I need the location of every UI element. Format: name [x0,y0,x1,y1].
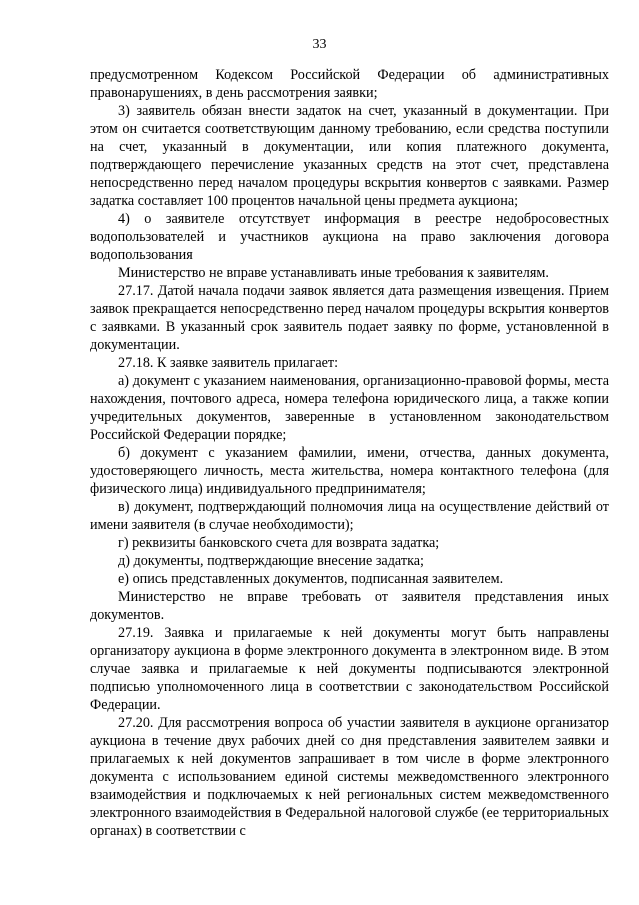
paragraph: 4) о заявителе отсутствует информация в реестре недобросовестных водопользователей и участников аукциона на право заключения договора водопользования [90,211,609,263]
paragraph: Министерство не вправе требовать от заявителя представления иных документов. [90,589,609,623]
paragraph: в) документ, подтверждающий полномочия лица на осуществление действий от имени заявителя (в случае необходимости); [90,499,609,533]
paragraph: 27.18. К заявке заявитель прилагает: [118,355,339,371]
paragraph: е) опись представленных документов, подписанная заявителем. [118,571,504,587]
paragraph: а) документ с указанием наименования, организационно-правовой формы, места нахождения, почтового адреса, номера телефона юридического лица, а также копии учредительных документов, заверенные в установленном законодательством Российской Федерации порядке; [90,373,609,443]
paragraph: б) документ с указанием фамилии, имени, отчества, данных документа, удостоверяющего личность, места жительства, номера контактного телефона (для физического лица) индивидуального предпринимателя; [90,445,609,497]
paragraph: д) документы, подтверждающие внесение задатка; [118,553,424,569]
paragraph: Министерство не вправе устанавливать иные требования к заявителям. [118,265,549,281]
paragraph: 27.19. Заявка и прилагаемые к ней документы могут быть направлены организатору аукциона в форме электронного документа в электронном виде. В этом случае заявка и прилагаемые к ней документы подписываются электронной подписью уполномоченного лица в соответствии с законодательством Российской Федерации. [90,625,609,713]
paragraph: 27.20. Для рассмотрения вопроса об участии заявителя в аукционе организатор аукциона в течение двух рабочих дней со дня представления заявителем заявки и прилагаемых к ней документов запрашивает в том числе в форме электронного документа с использованием единой системы межведомственного электронного взаимодействия и подключаемых к ней региональных систем межведомственного электронного взаимодействия в Федеральной налоговой службе (ее территориальных органах) в соответствии с [90,715,609,839]
paragraph: г) реквизиты банковского счета для возврата задатка; [118,535,440,551]
page-number: 33 [312,37,327,52]
paragraph: 27.17. Датой начала подачи заявок является дата размещения извещения. Прием заявок прекращается непосредственно перед началом процедуры вскрытия конвертов с заявками. В указанный срок заявитель подает заявку по форме, установленной в документации. [90,283,609,353]
paragraph: 3) заявитель обязан внести задаток на счет, указанный в документации. При этом он считается соответствующим данному требованию, если средства поступили на счет, указанный в документации, или копия платежного документа, подтверждающего перечисление указанных средств на этот счет, представлена непосредственно перед началом процедуры вскрытия конвертов с заявками. Размер задатка составляет 100 процентов начальной цены предмета аукциона; [90,103,609,209]
paragraph: предусмотренном Кодексом Российской Федерации об административных правонарушениях, в день рассмотрения заявки; [90,67,609,101]
document-body [90,66,609,840]
